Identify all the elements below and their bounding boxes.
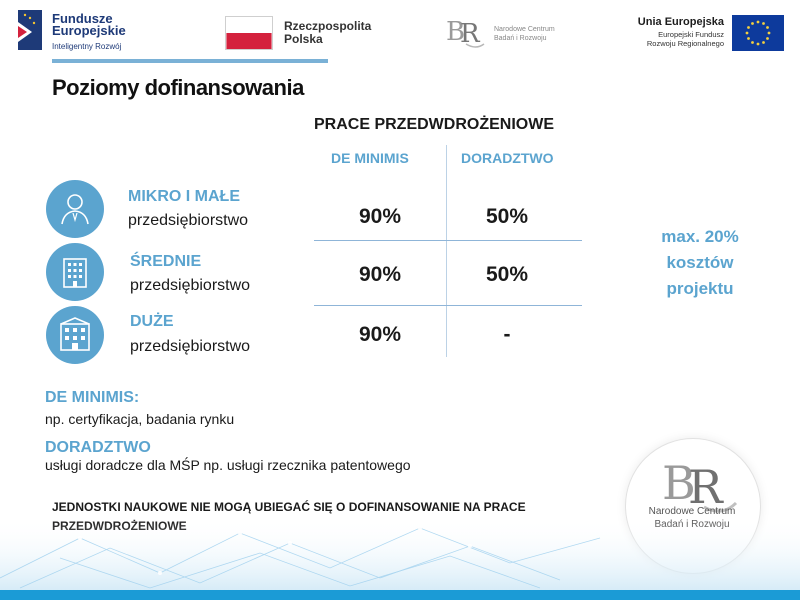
row-label-duze: DUŻE: [130, 313, 174, 330]
row-label-srednie: ŚREDNIE: [130, 253, 202, 270]
rzeczpospolita-polska-title: Rzeczpospolita Polska: [284, 19, 372, 46]
value-mikro-de-minimis: 90%: [358, 205, 402, 228]
unia-europejska-subtitle: Europejski Fundusz Rozwoju Regionalnego: [646, 30, 724, 48]
ncbr-badge-text: Narodowe Centrum: [648, 506, 736, 517]
ncbr-logo-icon: [446, 14, 486, 50]
bottom-accent-bar: [0, 590, 800, 600]
svg-text:R: R: [460, 19, 480, 49]
column-header-doradztwo: DORADZTWO: [461, 150, 554, 166]
polish-flag-icon: [225, 16, 273, 50]
row-sublabel-srednie: przedsiębiorstwo: [130, 277, 251, 294]
value-duze-doradztwo: -: [503, 323, 511, 346]
research-units-warning: JEDNOSTKI NAUKOWE NIE MOGĄ UBIEGAĆ SIĘ O DOFINANSOWANIE NA PRACE: [52, 500, 526, 514]
svg-text:B: B: [446, 17, 466, 47]
ncbr-header-text: Narodowe Centrum Badań i Rozwoju: [494, 26, 555, 42]
eu-flag-icon: [732, 15, 784, 51]
row-divider: [314, 240, 582, 241]
row-label-mikro: MIKRO I MAŁE: [128, 188, 240, 205]
definition-text-de-minimis: np. certyfikacja, badania rynku: [45, 411, 235, 427]
svg-text:R: R: [688, 460, 723, 514]
row-icon-mikro: [46, 180, 104, 238]
value-srednie-doradztwo: 50%: [485, 263, 529, 286]
value-srednie-de-minimis: 90%: [358, 263, 402, 286]
column-header-de-minimis: DE MINIMIS: [331, 150, 409, 166]
svg-text:B: B: [662, 456, 696, 510]
fundusze-europejskie-logo-icon: [18, 10, 42, 50]
value-duze-de-minimis: 90%: [358, 323, 402, 346]
row-icon-duze: [46, 306, 104, 364]
column-divider: [446, 145, 447, 357]
office-building-icon: [46, 306, 104, 364]
row-sublabel-duze: przedsiębiorstwo: [130, 338, 251, 355]
row-sublabel-mikro: przedsiębiorstwo: [128, 212, 249, 229]
section-title: PRACE PRZEDWDROŻENIOWE: [314, 116, 554, 133]
definition-title-de-minimis: DE MINIMIS:: [45, 389, 140, 406]
row-icon-srednie: [46, 243, 104, 301]
network-background-decoration: [0, 518, 800, 592]
person-icon: [46, 180, 104, 238]
page-title: Poziomy dofinansowania: [52, 75, 304, 100]
row-divider: [314, 305, 582, 306]
fundusze-europejskie-subtitle: Inteligentny Rozwój: [52, 42, 122, 51]
max-cost-note: max. 20% kosztów projektu: [661, 227, 739, 298]
header-accent-bar: [52, 59, 328, 63]
fundusze-europejskie-title: Fundusze Europejskie: [52, 11, 126, 38]
definition-text-doradztwo: usługi doradcze dla MŚP np. usługi rzecznika patentowego: [45, 457, 411, 473]
definition-title-doradztwo: DORADZTWO: [45, 439, 151, 456]
unia-europejska-title: Unia Europejska: [637, 16, 724, 28]
value-mikro-doradztwo: 50%: [485, 205, 529, 228]
building-icon: [46, 243, 104, 301]
